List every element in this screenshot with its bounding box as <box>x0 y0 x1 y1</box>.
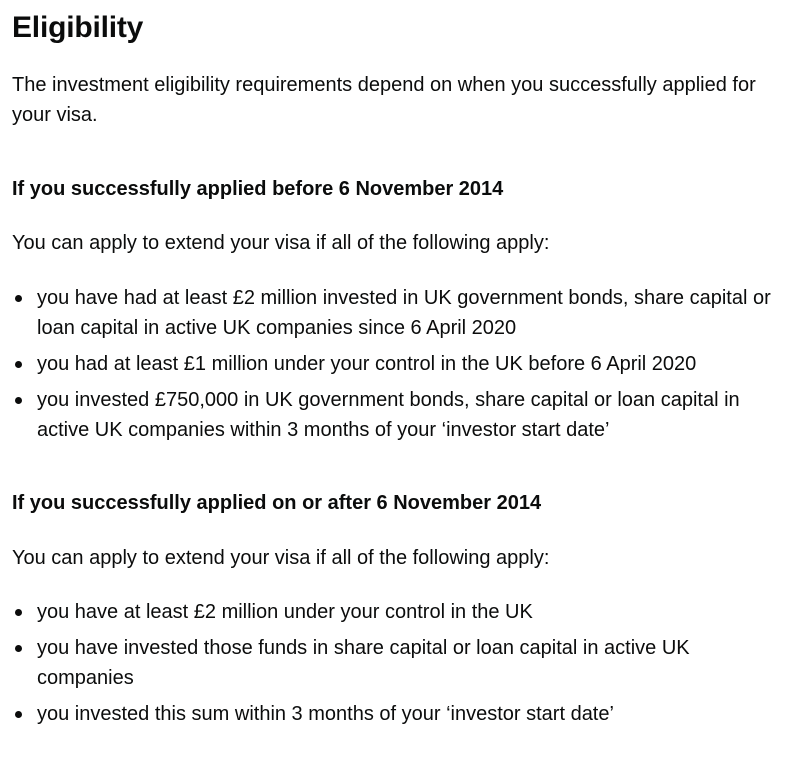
bullet-icon <box>15 361 22 368</box>
list-item <box>12 699 782 729</box>
bullet-icon <box>15 397 22 404</box>
intro-paragraph: The investment eligibility requirements depend on when you successfully applied for your visa. <box>12 74 756 126</box>
bullet-icon <box>15 711 22 718</box>
bullet-list-after-2014 <box>12 597 782 735</box>
list-item-text: you have invested those funds in share capital or loan capital in active UK companies <box>37 637 690 689</box>
list-item <box>12 385 782 445</box>
section-lead-after-2014: You can apply to extend your visa if all of the following apply: <box>12 547 550 569</box>
list-item-text: you invested this sum within 3 months of your ‘investor start date’ <box>37 703 614 725</box>
list-item-text: you have at least £2 million under your control in the UK <box>37 601 533 623</box>
section-heading-after-2014: If you successfully applied on or after 6 November 2014 <box>12 492 542 514</box>
bullet-icon <box>15 645 22 652</box>
list-item <box>12 597 782 627</box>
section-heading-before-2014: If you successfully applied before 6 November 2014 <box>12 178 504 200</box>
list-item-text: you invested £750,000 in UK government bonds, share capital or loan capital in active UK companies within 3 months of your ‘investor start date’ <box>37 389 740 441</box>
list-item <box>12 633 782 693</box>
list-item-text: you had at least £1 million under your control in the UK before 6 April 2020 <box>37 353 697 375</box>
bullet-list-before-2014 <box>12 283 782 451</box>
page-title: Eligibility <box>12 11 144 44</box>
bullet-icon <box>15 295 22 302</box>
list-item-text: you have had at least £2 million invested in UK government bonds, share capital or loan capital in active UK companies since 6 April 2020 <box>37 287 771 339</box>
section-lead-before-2014: You can apply to extend your visa if all of the following apply: <box>12 232 550 254</box>
bullet-icon <box>15 609 22 616</box>
list-item <box>12 349 782 379</box>
list-item <box>12 283 782 343</box>
